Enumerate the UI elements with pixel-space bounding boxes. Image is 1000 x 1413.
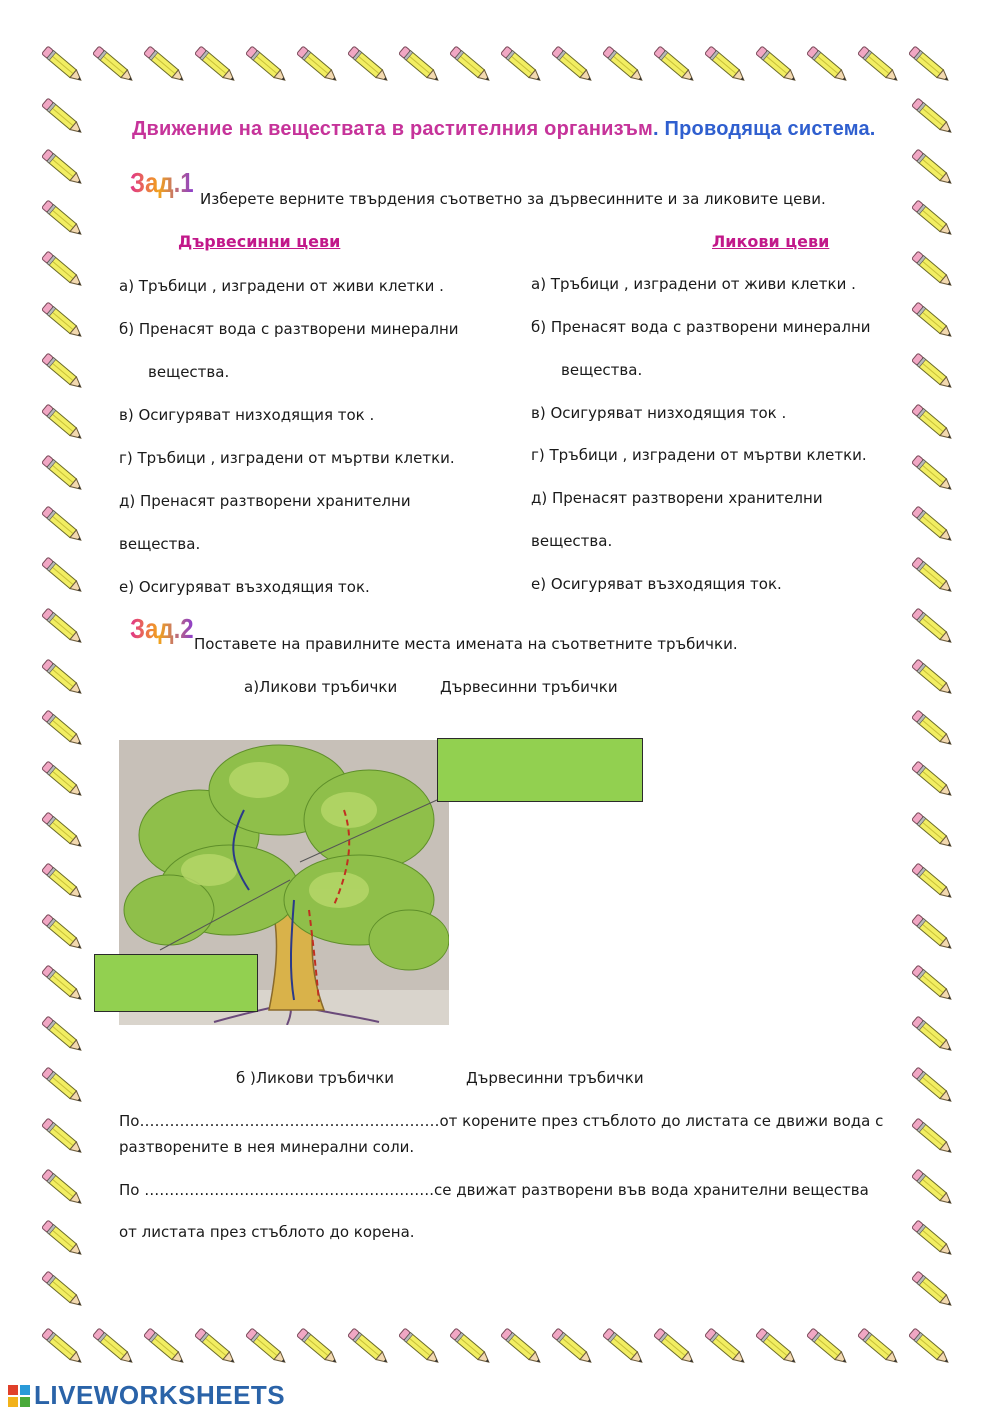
liveworksheets-logo-icon	[8, 1385, 30, 1407]
xylem-option[interactable]: в) Осигуряват низходящия ток .	[119, 406, 375, 424]
task2-label: Зад.2	[130, 613, 194, 645]
phloem-option[interactable]: вещества.	[531, 532, 613, 550]
phloem-option[interactable]: д) Пренасят разтворени хранителни	[531, 489, 823, 507]
sentence2-line2: от листата през стъблото до корена.	[119, 1223, 415, 1241]
xylem-option[interactable]: вещества.	[148, 363, 230, 381]
option-b-xylem: Дървесинни тръбички	[466, 1069, 644, 1087]
xylem-option[interactable]: г) Тръбици , изградени от мъртви клетки.	[119, 449, 455, 467]
xylem-option[interactable]: вещества.	[119, 535, 201, 553]
liveworksheets-logo[interactable]	[8, 1380, 285, 1411]
xylem-option[interactable]: б) Пренасят вода с разтворени минерални	[119, 320, 459, 338]
sentence1-line1: По……………………………………………………от корените през стъблото до листата се движи вода с	[119, 1112, 884, 1130]
phloem-header: Ликови цеви	[712, 232, 830, 251]
sentence2-line1: По ………………………………………………….се движат разтворени във вода хранителни вещества	[119, 1181, 869, 1199]
phloem-option[interactable]: б) Пренасят вода с разтворени минерални	[531, 318, 871, 336]
phloem-option[interactable]: в) Осигуряват низходящия ток .	[531, 404, 787, 422]
answer-box-top[interactable]	[437, 738, 643, 802]
task1-label: Зад.1	[130, 167, 194, 199]
sentence1-line2: разтворените в нея минерални соли.	[119, 1138, 415, 1156]
phloem-option[interactable]: а) Тръбици , изградени от живи клетки .	[531, 275, 856, 293]
xylem-header: Дървесинни цеви	[178, 232, 341, 251]
task1-instruction: Изберете верните твърдения съответно за дървесинните и за ликовите цеви.	[200, 190, 826, 208]
phloem-option[interactable]: вещества.	[561, 361, 643, 379]
task2-instruction: Поставете на правилните места имената на съответните тръбички.	[194, 635, 738, 653]
brand-text: LIVEWORKSHEETS	[34, 1380, 286, 1410]
phloem-option[interactable]: е) Осигуряват възходящия ток.	[531, 575, 782, 593]
option-b-phloem: б )Ликови тръбички	[236, 1069, 395, 1087]
xylem-option[interactable]: д) Пренасят разтворени хранителни	[119, 492, 411, 510]
title-part2: . Проводяща система.	[653, 118, 876, 140]
xylem-option[interactable]: е) Осигуряват възходящия ток.	[119, 578, 370, 596]
phloem-option[interactable]: г) Тръбици , изградени от мъртви клетки.	[531, 446, 867, 464]
title-part1: Движение на веществата в растителния организъм	[132, 118, 654, 140]
answer-box-bottom[interactable]	[94, 954, 258, 1012]
xylem-option[interactable]: а) Тръбици , изградени от живи клетки .	[119, 277, 444, 295]
option-a-phloem: а)Ликови тръбички	[244, 678, 398, 696]
option-a-xylem: Дървесинни тръбички	[440, 678, 618, 696]
